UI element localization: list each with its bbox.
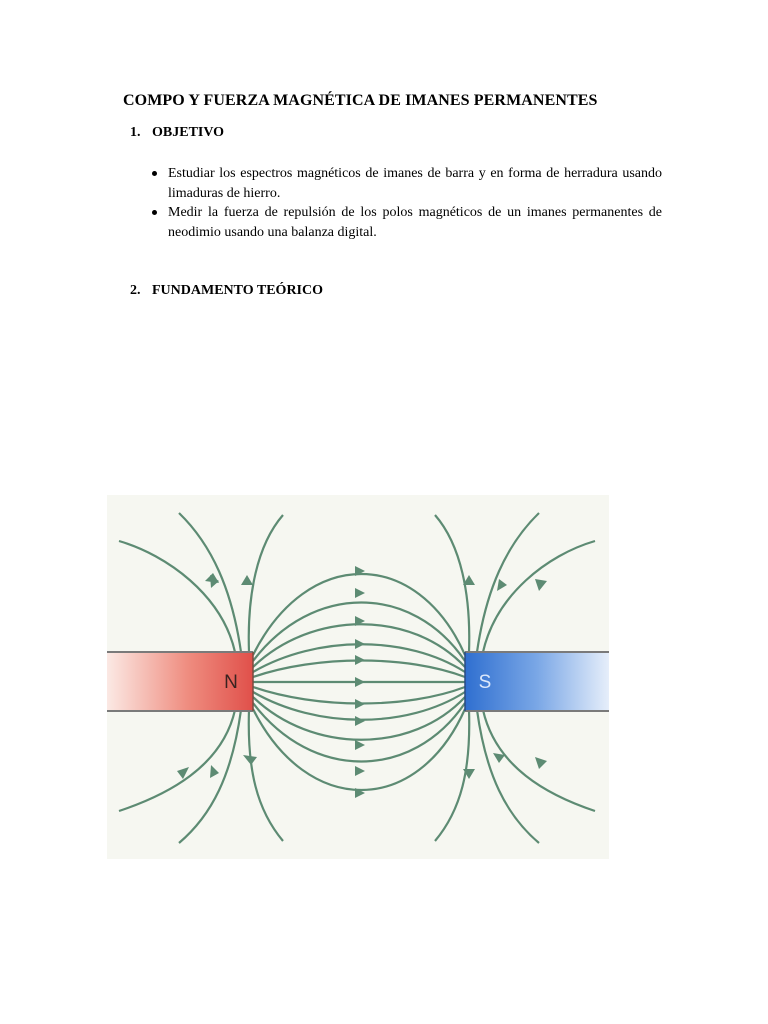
section-number: 1.: [130, 125, 141, 140]
section-fundamento-heading: [130, 283, 323, 299]
document-title: COMPO Y FUERZA MAGNÉTICA DE IMANES PERMANENTES: [123, 92, 598, 109]
section-objetivo-heading: [130, 125, 224, 141]
north-pole-label: N: [224, 672, 238, 693]
section-heading-text: OBJETIVO: [152, 125, 225, 140]
section-heading-text: FUNDAMENTO TEÓRICO: [152, 283, 324, 298]
section-number: 2.: [130, 283, 141, 298]
magnetic-field-figure: [107, 495, 609, 859]
objective-list: [148, 164, 662, 242]
objective-item: Estudiar los espectros magnéticos de imanes de barra y en forma de herradura usando limaduras de hierro.: [148, 164, 662, 203]
objective-item: Medir la fuerza de repulsión de los polos magnéticos de un imanes permanentes de neodimio usando una balanza digital.: [148, 203, 662, 242]
south-pole-label: S: [478, 672, 492, 693]
field-lines-diagram: [107, 495, 609, 859]
